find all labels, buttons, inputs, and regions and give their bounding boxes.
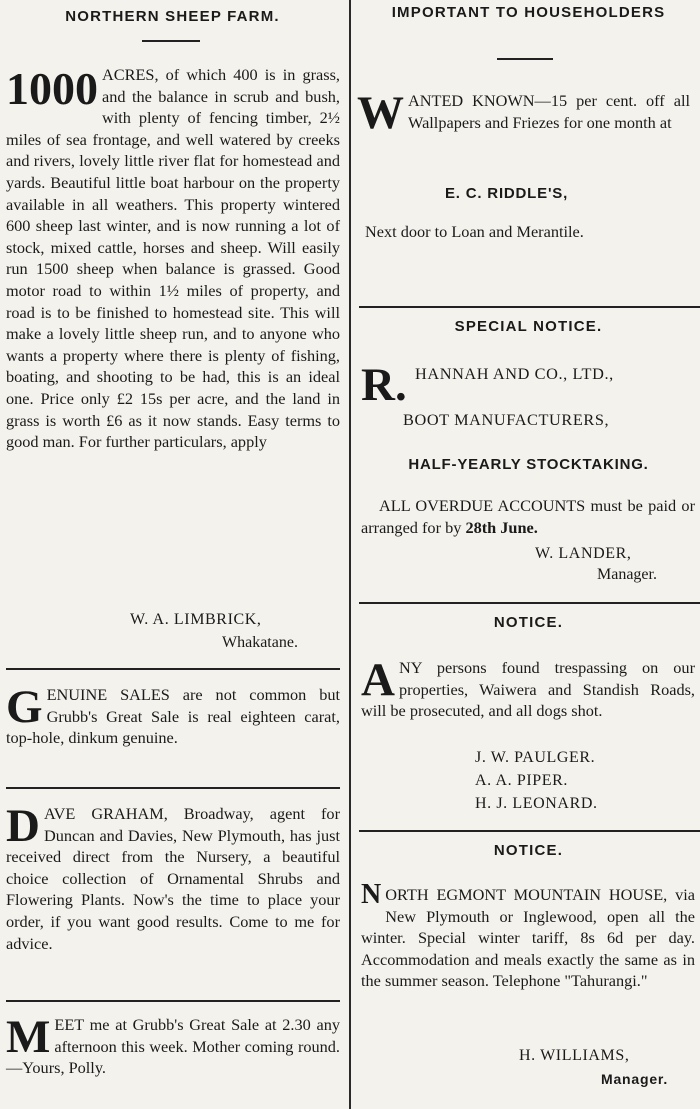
signer: H. J. LEONARD.: [475, 795, 598, 812]
short-rule: [142, 40, 200, 42]
farm-signature-place: Whakatane.: [222, 634, 298, 651]
genuine-body: ENUINE SALES are not common but Grubb's Great Sale is real eighteen carat, top-hole, dinkum genuine.: [6, 685, 340, 748]
notice-heading: NOTICE.: [493, 614, 564, 631]
overdue-text: ALL OVERDUE ACCOUNTS must be paid or arranged for by: [361, 496, 695, 537]
farm-body-text: ACRES, of which 400 is in grass, and the balance in scrub and bush, with plenty of fencing timber, 2½ miles of sea frontage, and well watered by creeks and rivers, lovely little river flat for homestead and yards. Beautiful little boat harbour on the property available in all weathers. This property wintered 600 sheep last winter, and is now running a lot of stock, mixed cattle, horses and sheep. Will easily run 1500 sheep when balance is grassed. Good motor road to within 1½ miles of property, and road is to be finished to homestead site. This will make a lovely little sheep run, and to anyone who wants a property where there is plenty of fishing, boating, and shooting to be had, this is an ideal one. Price only £2 15s per acre, and the land in grass is worth £6 as it now stands. Easy terms to good man. For further particulars, apply: [6, 65, 340, 452]
drop-letter: R.: [361, 359, 407, 411]
special-heading: SPECIAL NOTICE.: [454, 318, 603, 335]
farm-heading: NORTHERN SHEEP FARM.: [65, 8, 280, 25]
egmont-body-text: ORTH EGMONT MOUNTAIN HOUSE, via New Plymouth or Inglewood, open all the winter. Special winter tariff, 8s 6d per day. Accommodation and meals exactly the same as in the summer season. Telephone "Tahurangi.": [361, 885, 695, 991]
drop-letter: M: [6, 1011, 51, 1063]
graham-advert: [6, 800, 340, 954]
stocktaking-heading: HALF-YEARLY STOCKTAKING.: [408, 456, 649, 473]
drop-letter: G: [6, 681, 43, 733]
householders-heading: IMPORTANT TO HOUSEHOLDERS: [391, 4, 666, 21]
column-divider: [349, 0, 351, 1109]
section-rule: [359, 830, 700, 832]
drop-letter: D: [6, 800, 40, 852]
farm-signature-name: W. A. LIMBRICK,: [130, 611, 262, 628]
householders-body: [357, 87, 690, 139]
householders-body-text: ANTED KNOWN—15 per cent. off all Wallpapers and Friezes for one month at: [408, 91, 690, 132]
section-rule: [6, 668, 340, 670]
overdue-body: [361, 495, 695, 538]
egmont-body: [361, 879, 695, 992]
drop-number: 1000: [6, 63, 98, 114]
signer: J. W. PAULGER.: [475, 749, 596, 766]
special-signature-title: Manager.: [597, 566, 657, 583]
right-column: [357, 0, 700, 1109]
shop-location: Next door to Loan and Merantile.: [365, 222, 584, 241]
trespass-body: [361, 654, 695, 722]
company-trade: BOOT MANUFACTURERS,: [403, 410, 610, 429]
genuine-advert: [6, 681, 340, 749]
drop-letter: A: [361, 654, 395, 706]
shop-name: E. C. RIDDLE'S,: [445, 185, 569, 202]
short-rule: [497, 58, 553, 60]
drop-letter: W: [357, 87, 404, 139]
company-name: HANNAH AND CO., LTD.,: [415, 364, 614, 383]
section-rule: [6, 787, 340, 789]
section-rule: [6, 1000, 340, 1002]
farm-body: [6, 64, 340, 453]
meet-advert: [6, 1011, 340, 1079]
overdue-date: 28th June.: [465, 517, 538, 537]
section-rule: [359, 306, 700, 308]
section-rule: [359, 602, 700, 604]
notice-heading: NOTICE.: [493, 842, 564, 859]
egmont-signature-title: Manager.: [601, 1071, 669, 1087]
egmont-signature-name: H. WILLIAMS,: [519, 1047, 630, 1064]
graham-body: AVE GRAHAM, Broadway, agent for Duncan and Davies, New Plymouth, has just received direct from the Nursery, a beautiful choice collection of Ornamental Shrubs and Flowering Plants. Now's the time to place your order, if you want good results. Come to me for advice.: [6, 804, 340, 953]
trespass-body-text: NY persons found trespassing on our properties, Waiwera and Standish Roads, will be prosecuted, and all dogs shot.: [361, 658, 695, 721]
drop-letter: N: [361, 879, 382, 910]
meet-body: EET me at Grubb's Great Sale at 2.30 any afternoon this week. Mother coming round.—Yours, Polly.: [6, 1015, 340, 1078]
signer: A. A. PIPER.: [475, 772, 568, 789]
left-column: [0, 0, 345, 1109]
special-signature-name: W. LANDER,: [535, 545, 632, 562]
